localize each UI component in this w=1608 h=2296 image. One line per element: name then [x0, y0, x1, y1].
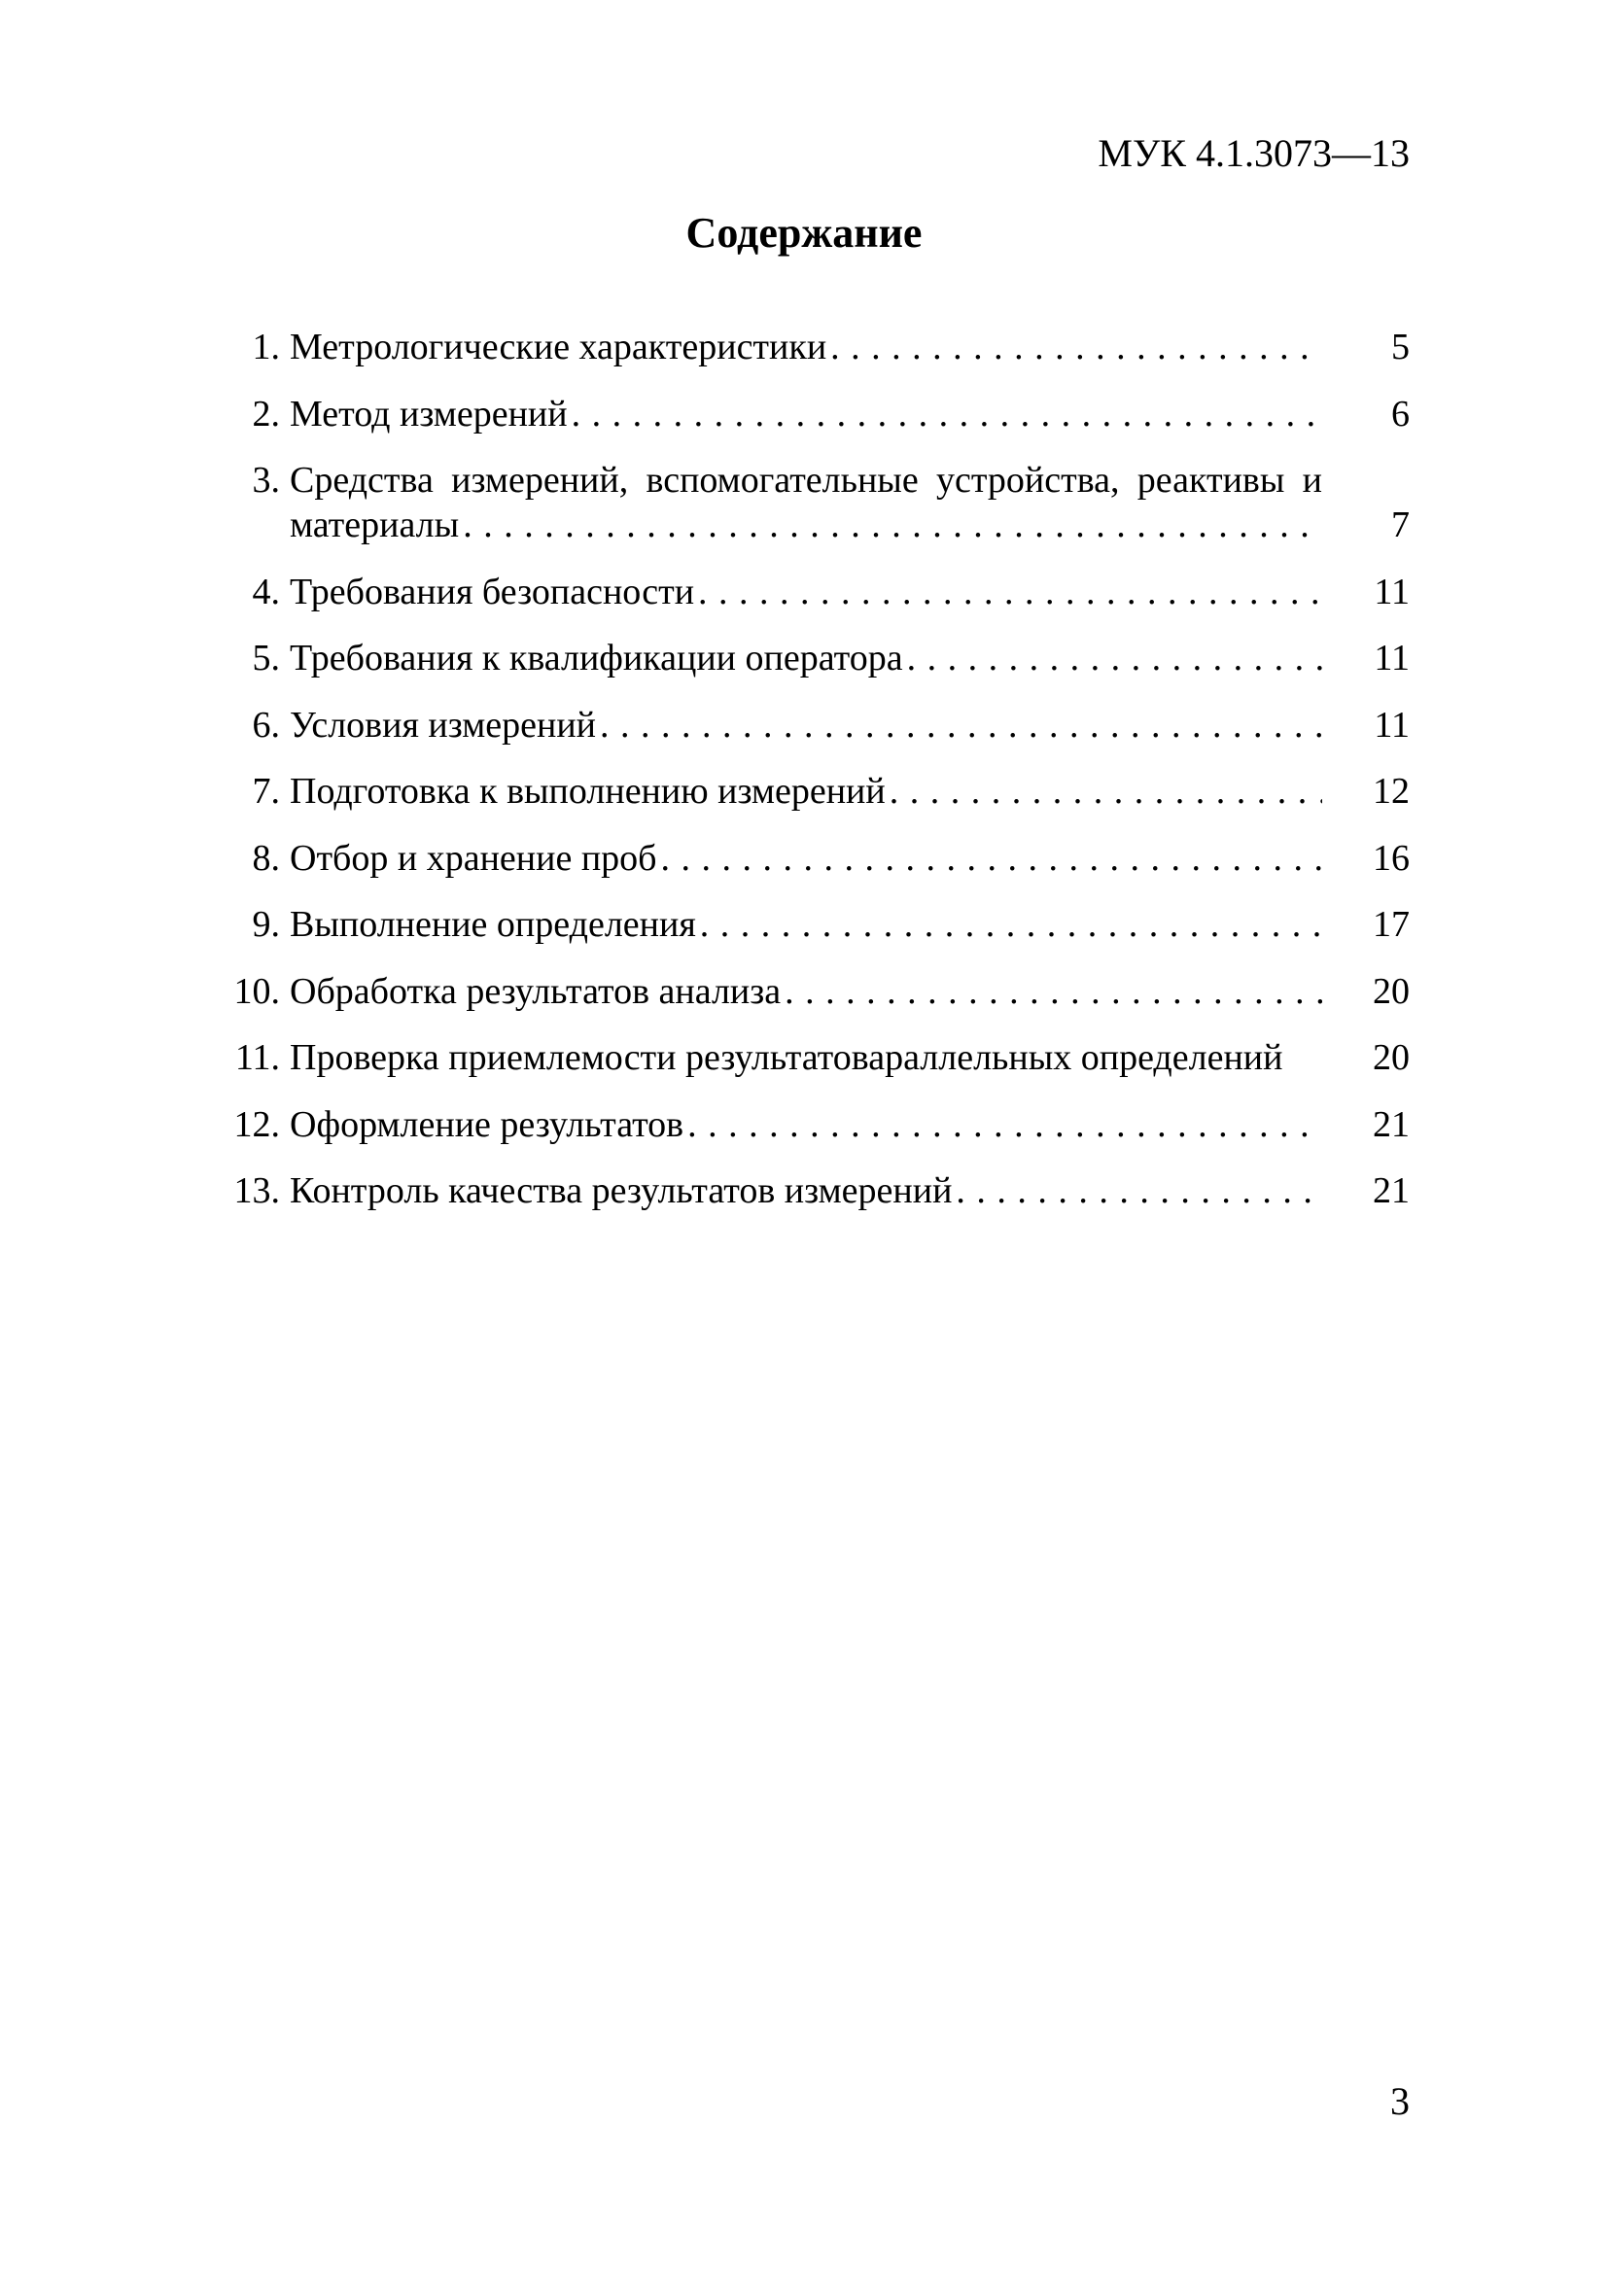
toc-entry-number: 11.	[234, 1037, 280, 1078]
dot-leader	[694, 570, 1322, 614]
toc-entry	[214, 458, 1410, 547]
toc-entry-number: 5.	[252, 638, 280, 678]
toc-entry-body	[290, 1035, 1322, 1080]
toc-entry-title-line2: материалы	[290, 504, 460, 545]
toc-entry-title: Отбор и хранение проб	[290, 837, 657, 879]
toc-entry-number: 6.	[252, 704, 280, 746]
toc-entry	[214, 1035, 1410, 1080]
dot-leader	[952, 1168, 1322, 1213]
toc-entry-number: 9.	[252, 904, 280, 945]
toc-entry-title: Подготовка к выполнению измерений	[290, 771, 886, 812]
toc-entry	[214, 769, 1410, 814]
toc-entry-body	[290, 458, 1322, 547]
toc-entry	[214, 902, 1410, 947]
toc-entry-body	[290, 1102, 1322, 1147]
toc-entry	[214, 570, 1410, 614]
toc-entry	[214, 325, 1410, 369]
toc-entry-number: 2.	[252, 393, 280, 435]
toc-entry-title-line1: Средства измерений, вспомогательные устройства, реактивы и	[290, 460, 1322, 501]
toc-entry-number: 1.	[252, 327, 280, 367]
toc-entry	[214, 392, 1410, 436]
document-code: МУК 4.1.3073—13	[1098, 131, 1410, 175]
dot-leader	[696, 902, 1322, 947]
toc-entry-body	[290, 636, 1322, 680]
toc-entry-body	[290, 1168, 1322, 1213]
table-of-contents	[214, 325, 1410, 1235]
dot-leader	[459, 503, 1322, 547]
toc-entry-body	[290, 836, 1322, 881]
toc-entry-title: Обработка результатов анализа	[290, 970, 782, 1012]
dot-leader	[903, 636, 1322, 680]
toc-entry-title: Требования безопасности	[290, 571, 695, 612]
toc-entry-page: 11	[1374, 571, 1410, 612]
toc-entry-page: 21	[1373, 1170, 1410, 1211]
toc-entry-page: 21	[1373, 1103, 1410, 1145]
toc-entry-title: Оформление результатов	[290, 1103, 684, 1145]
toc-entry-page: 5	[1391, 327, 1410, 367]
toc-entry-body	[290, 969, 1322, 1014]
toc-entry-title: Условия измерений	[290, 704, 597, 746]
toc-entry	[214, 1168, 1410, 1213]
toc-entry-number: 13.	[233, 1170, 280, 1211]
dot-leader	[568, 392, 1322, 436]
toc-entry-page: 11	[1374, 638, 1410, 678]
toc-entry-page: 11	[1374, 704, 1410, 746]
toc-entry-title-line2-wrap	[290, 503, 1322, 547]
toc-entry-title: Проверка приемлемости результатовараллельных определений	[290, 1037, 1283, 1078]
toc-entry-number: 4.	[252, 571, 280, 612]
toc-entry-body	[290, 902, 1322, 947]
toc-entry-page: 12	[1373, 771, 1410, 812]
toc-entry-body	[290, 570, 1322, 614]
dot-leader	[657, 836, 1323, 881]
toc-entry-page: 17	[1373, 904, 1410, 945]
toc-entry-page: 16	[1373, 837, 1410, 879]
toc-entry-title: Контроль качества результатов измерений	[290, 1170, 953, 1211]
toc-entry-number: 12.	[233, 1103, 280, 1145]
toc-entry-body	[290, 703, 1322, 748]
toc-entry	[214, 836, 1410, 881]
toc-entry-number: 8.	[252, 837, 280, 879]
toc-entry-page: 20	[1373, 970, 1410, 1012]
dot-leader	[683, 1102, 1322, 1147]
toc-entry-title: Метрологические характеристики	[290, 327, 827, 367]
dot-leader	[886, 769, 1322, 814]
toc-entry-body	[290, 769, 1322, 814]
toc-entry-page: 20	[1373, 1037, 1410, 1078]
page-title: Содержание	[685, 209, 923, 257]
toc-entry-number: 10.	[233, 970, 280, 1012]
toc-entry-number: 7.	[252, 771, 280, 812]
toc-entry-page: 6	[1391, 393, 1410, 435]
toc-entry-page: 7	[1391, 504, 1410, 545]
toc-entry-title: Требования к квалификации оператора	[290, 638, 903, 678]
toc-entry	[214, 636, 1410, 680]
toc-entry	[214, 1102, 1410, 1147]
toc-entry	[214, 969, 1410, 1014]
toc-entry-number: 3.	[252, 460, 280, 501]
toc-entry-title: Метод измерений	[290, 393, 568, 435]
dot-leader	[826, 325, 1322, 369]
dot-leader	[596, 703, 1322, 748]
toc-entry	[214, 703, 1410, 748]
toc-entry-title: Выполнение определения	[290, 904, 696, 945]
toc-entry-body	[290, 325, 1322, 369]
page-number: 3	[1390, 2079, 1410, 2123]
toc-entry-body	[290, 392, 1322, 436]
dot-leader	[781, 969, 1322, 1014]
